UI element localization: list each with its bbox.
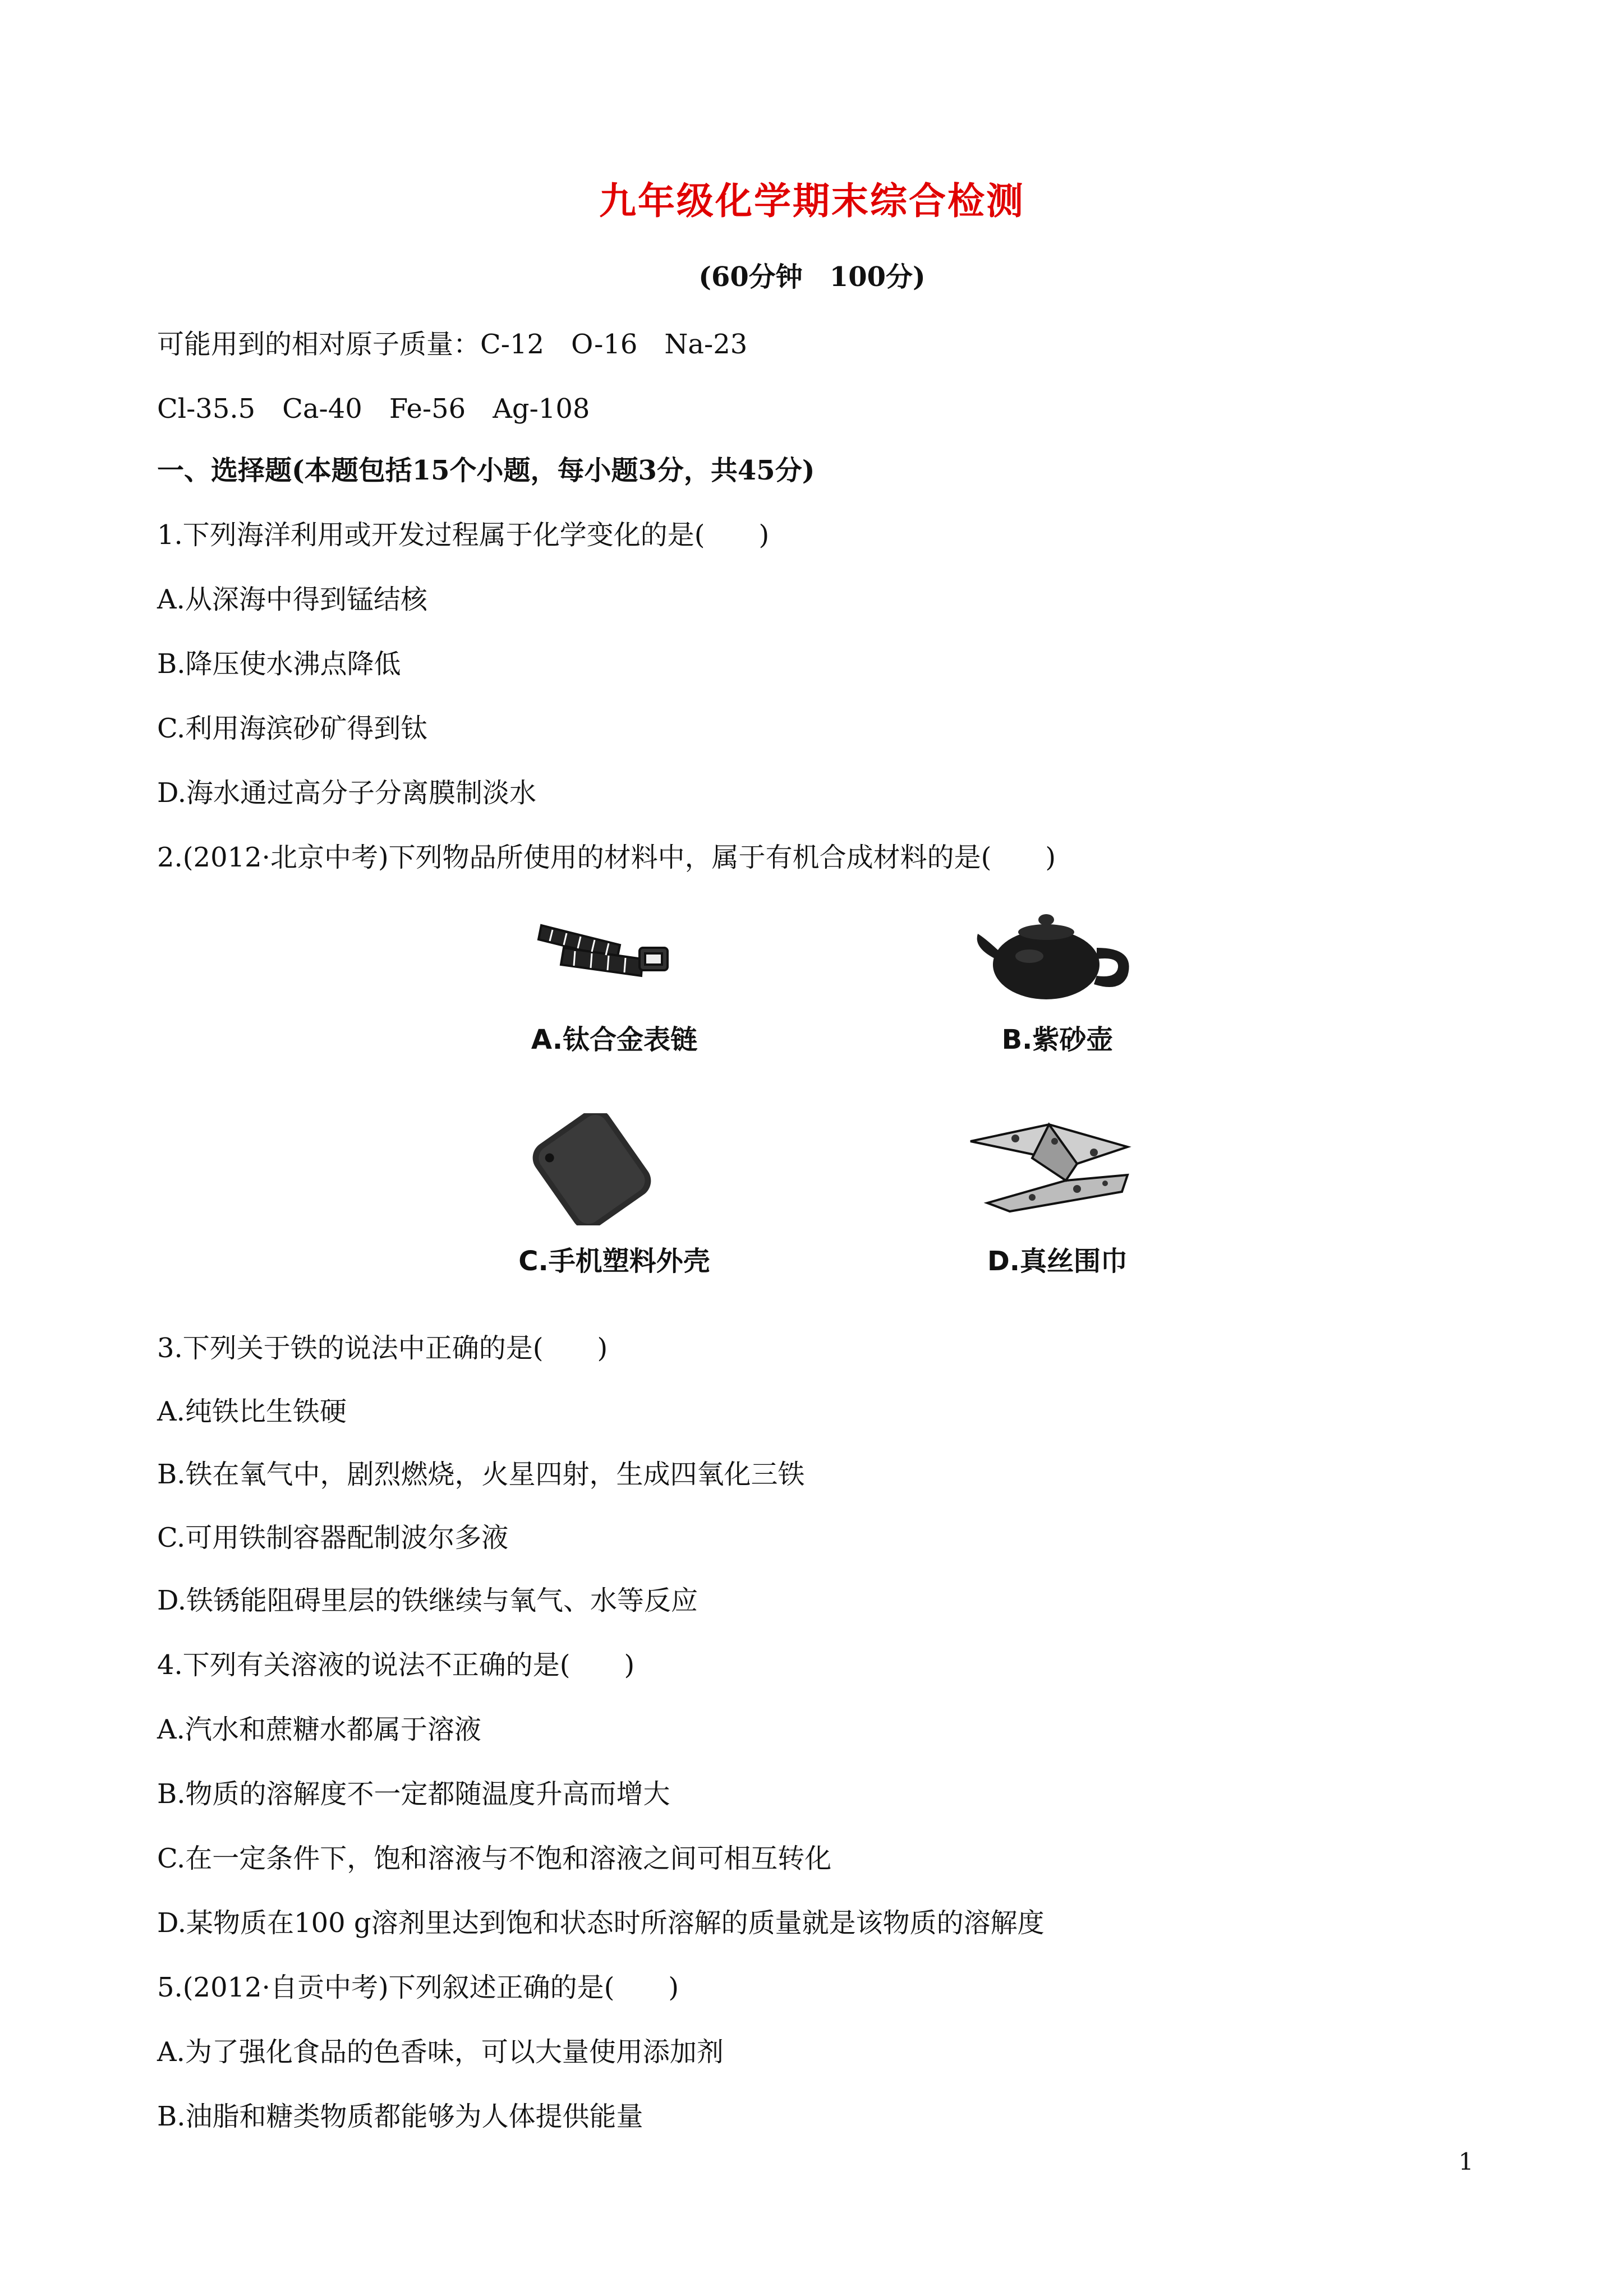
q2-option-a: A.钛合金表链 [531, 1024, 698, 1055]
q3-option-b: B.铁在氧气中，剧烈燃烧，火星四射，生成四氧化三铁 [157, 1459, 805, 1490]
silk-scarf-image [965, 1113, 1133, 1214]
q4-option-a: A.汽水和蔗糖水都属于溶液 [157, 1714, 481, 1745]
q1-stem: 1.下列海洋利用或开发过程属于化学变化的是( ) [157, 519, 770, 551]
q1-option-b: B.降压使水沸点降低 [157, 648, 401, 680]
page-title: 九年级化学期末综合检测 [599, 179, 1025, 223]
q2-option-d: D.真丝围巾 [987, 1246, 1128, 1277]
q1-option-c: C.利用海滨砂矿得到钛 [157, 713, 428, 744]
q5-stem: 5.(2012·自贡中考)下列叙述正确的是( ) [157, 1972, 679, 2003]
q5-option-b: B.油脂和糖类物质都能够为人体提供能量 [157, 2101, 643, 2132]
q4-option-d: D.某物质在100 g溶剂里达到饱和状态时所溶解的质量就是该物质的溶解度 [157, 1907, 1045, 1939]
atomic-mass-line-1: 可能用到的相对原子质量：C-12 O-16 Na-23 [157, 329, 748, 360]
q5-option-a: A.为了强化食品的色香味，可以大量使用添加剂 [157, 2036, 724, 2068]
q2-stem: 2.(2012·北京中考)下列物品所使用的材料中，属于有机合成材料的是( ) [157, 842, 1056, 873]
q3-option-c: C.可用铁制容器配制波尔多液 [157, 1522, 509, 1553]
q3-option-d: D.铁锈能阻碍里层的铁继续与氧气、水等反应 [157, 1585, 698, 1616]
q2-option-b: B.紫砂壶 [1001, 1024, 1114, 1055]
q4-option-c: C.在一定条件下，饱和溶液与不饱和溶液之间可相互转化 [157, 1843, 832, 1874]
section-heading: 一、选择题(本题包括15个小题，每小题3分，共45分) [157, 455, 815, 486]
q4-stem: 4.下列有关溶液的说法不正确的是( ) [157, 1649, 635, 1681]
q1-option-d: D.海水通过高分子分离膜制淡水 [157, 777, 537, 809]
watch-strap-image [536, 914, 670, 981]
atomic-mass-line-2: Cl-35.5 Ca-40 Fe-56 Ag-108 [157, 393, 590, 425]
exam-duration-score: (60分钟 100分) [698, 261, 926, 293]
phone-case-image [525, 1113, 659, 1225]
page-number: 1 [1459, 2148, 1474, 2175]
q3-stem: 3.下列关于铁的说法中正确的是( ) [157, 1333, 608, 1364]
q3-option-a: A.纯铁比生铁硬 [157, 1396, 347, 1427]
q1-option-a: A.从深海中得到锰结核 [157, 584, 427, 615]
q4-option-b: B.物质的溶解度不一定都随温度升高而增大 [157, 1778, 670, 1810]
teapot-image [973, 903, 1136, 1004]
q2-option-c: C.手机塑料外壳 [518, 1246, 710, 1277]
